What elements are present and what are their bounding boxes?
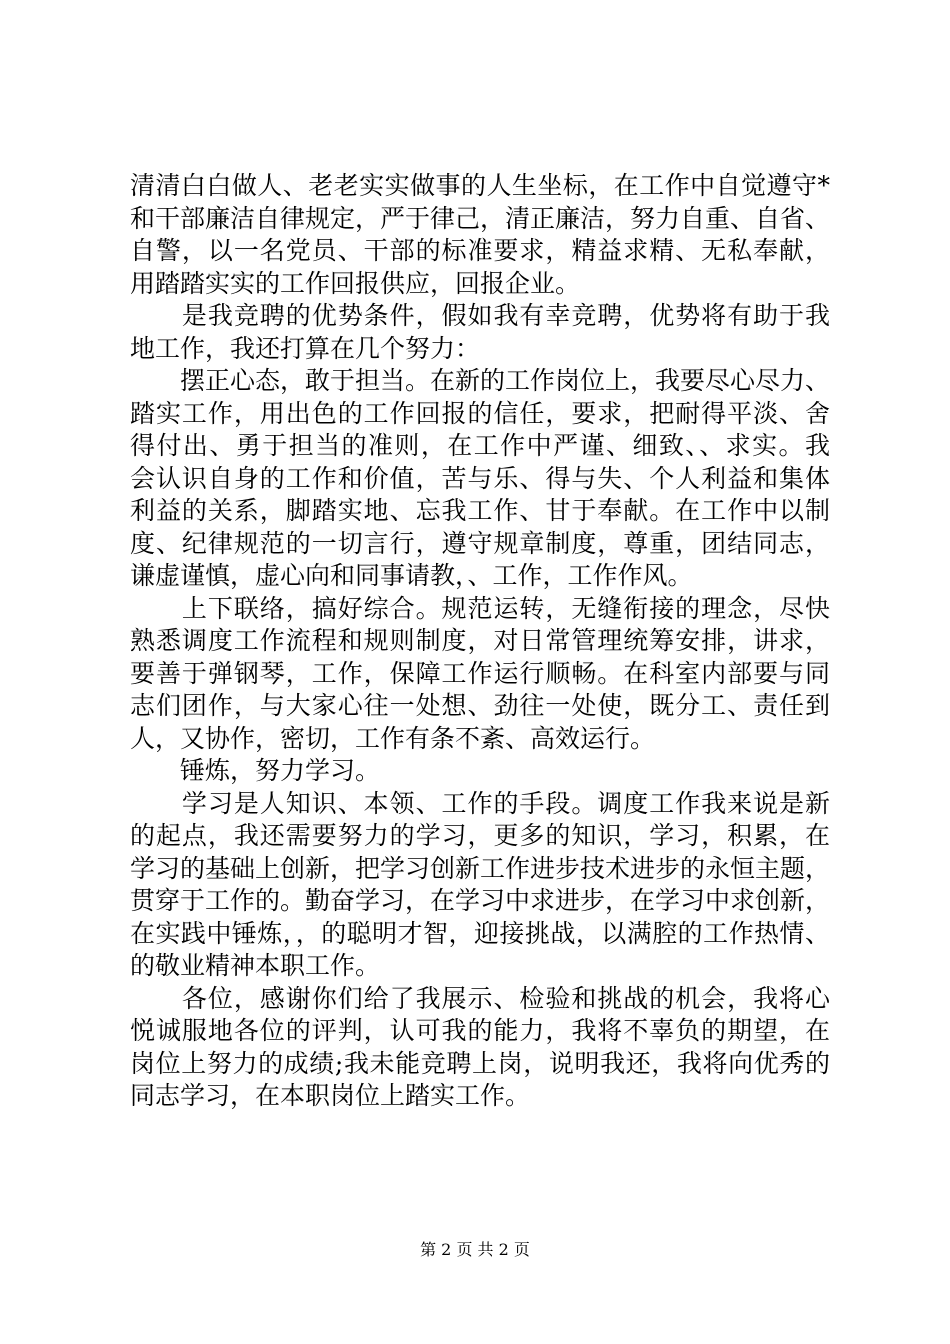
text-line: 贯穿于工作的。勤奋学习，在学习中求进步，在学习中求创新， [130,886,831,915]
text-line: 和干部廉洁自律规定，严于律己，清正廉洁，努力自重、自省、 [130,203,831,233]
text-line: 是我竞聘的优势条件，假如我有幸竞聘，优势将有助于我 [130,301,830,330]
text-line: 志们团作，与大家心往一处想、劲往一处使，既分工、责任到 [130,691,830,720]
text-line: 悦诚服地各位的评判，认可我的能力，我将不辜负的期望，在 [130,1016,830,1045]
text-line: 学习的基础上创新，把学习创新工作进步技术进步的永恒主题， [130,853,831,883]
text-line: 摆正心态，敢于担当。在新的工作岗位上，我要尽心尽力、 [130,366,831,395]
text-line: 地工作，我还打算在几个努力： [130,333,481,363]
page-number-label: 第 2 页 共 2 页 [420,1240,530,1259]
text-line: 谦虚谨慎，虚心向和同事请教，、工作，工作作风。 [130,561,693,590]
text-line: 的起点，我还需要努力的学习，更多的知识，学习，积累，在 [130,821,830,850]
document-body [130,170,830,1113]
page-footer [0,1240,950,1260]
text-line: 熟悉调度工作流程和规则制度，对日常管理统筹安排，讲求， [130,626,830,655]
text-line: 用踏踏实实的工作回报供应，回报企业。 [130,268,581,298]
text-line: 同志学习，在本职岗位上踏实工作。 [130,1081,531,1110]
text-line: 清清白白做人、老老实实做事的人生坐标，在工作中自觉遵守* [130,171,830,200]
text-line: 的敬业精神本职工作。 [130,951,381,980]
text-line: 踏实工作，用出色的工作回报的信任，要求，把耐得平淡、舍 [130,398,830,428]
text-line: 各位，感谢你们给了我展示、检验和挑战的机会，我将心 [130,983,830,1013]
text-line: 自警，以一名党员、干部的标准要求，精益求精、无私奉献， [130,236,830,265]
text-line: 岗位上努力的成绩;我未能竞聘上岗，说明我还，我将向优秀的 [130,1048,830,1078]
text-line: 学习是人知识、本领、工作的手段。调度工作我来说是新 [130,788,830,818]
text-line: 人，又协作，密切，工作有条不紊、高效运行。 [130,723,656,753]
text-line: 得付出、勇于担当的准则，在工作中严谨、细致、、求实。我 [130,431,830,460]
text-line: 在实践中锤炼，，的聪明才智，迎接挑战，以满腔的工作热情、 [130,918,830,948]
text-line: 度、纪律规范的一切言行，遵守规章制度，尊重，团结同志， [130,528,830,558]
text-line: 上下联络，搞好综合。规范运转，无缝衔接的理念，尽快 [130,593,830,623]
text-line: 利益的关系，脚踏实地、忘我工作、甘于奉献。在工作中以制 [130,496,830,525]
text-line: 会认识自身的工作和价值，苦与乐、得与失、个人利益和集体 [130,463,830,493]
text-line: 要善于弹钢琴，工作，保障工作运行顺畅。在科室内部要与同 [130,658,830,688]
text-line: 锤炼，努力学习。 [130,756,381,785]
